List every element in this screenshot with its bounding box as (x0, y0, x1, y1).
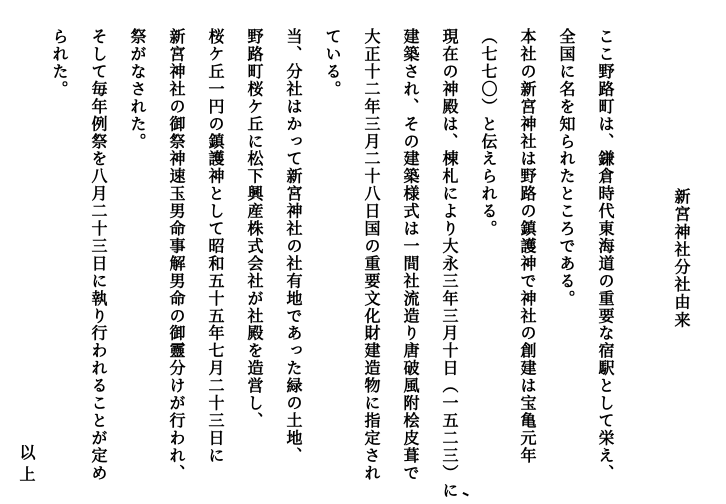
text-line-10: 野路町桜ケ丘に松下興産株式会社が社殿を造営し、 (245, 28, 264, 430)
text-line-3: 本社の新宮神社は野路の鎮護神で神社の創建は宝亀元年 (518, 28, 537, 465)
text-line-12: 新宮神社の御祭神速玉男命事解男命の御靈分けが行われ、 (167, 28, 186, 482)
text-line-2: 全国に名を知られたところである。 (557, 28, 576, 308)
text-line-8: ている。 (323, 28, 342, 98)
text-line-9: 当、分社はかって新宮神社の社有地であった緑の土地、 (284, 28, 303, 465)
text-line-4: （七七〇）と伝えられる。 (479, 28, 498, 238)
text-line-11: 桜ケ丘一円の鎮護神として昭和五十五年七月二十三日に (206, 28, 225, 465)
text-line-13: 祭がなされた。 (128, 28, 147, 151)
text-line-15: られた。 (50, 28, 69, 98)
text-line-1: ここ野路町は、鎌倉時代東海道の重要な宿駅として栄え、 (596, 28, 615, 482)
document-title: 新宮神社分社由来 (672, 188, 691, 329)
text-line-5: 現在の神殿は、棟札により大永三年三月十日（一五二三）に (440, 28, 459, 500)
closing-text: 以上 (17, 444, 36, 488)
text-line-14: そして毎年例祭を八月二十三日に執り行われることが定め (89, 28, 108, 482)
text-line-6: 建築され、その建築様式は一間社流造り唐破風附桧皮葺で (401, 28, 420, 482)
stray-mark (461, 492, 469, 499)
text-line-7: 大正十二年三月二十八日国の重要文化財建造物に指定され (362, 28, 381, 482)
